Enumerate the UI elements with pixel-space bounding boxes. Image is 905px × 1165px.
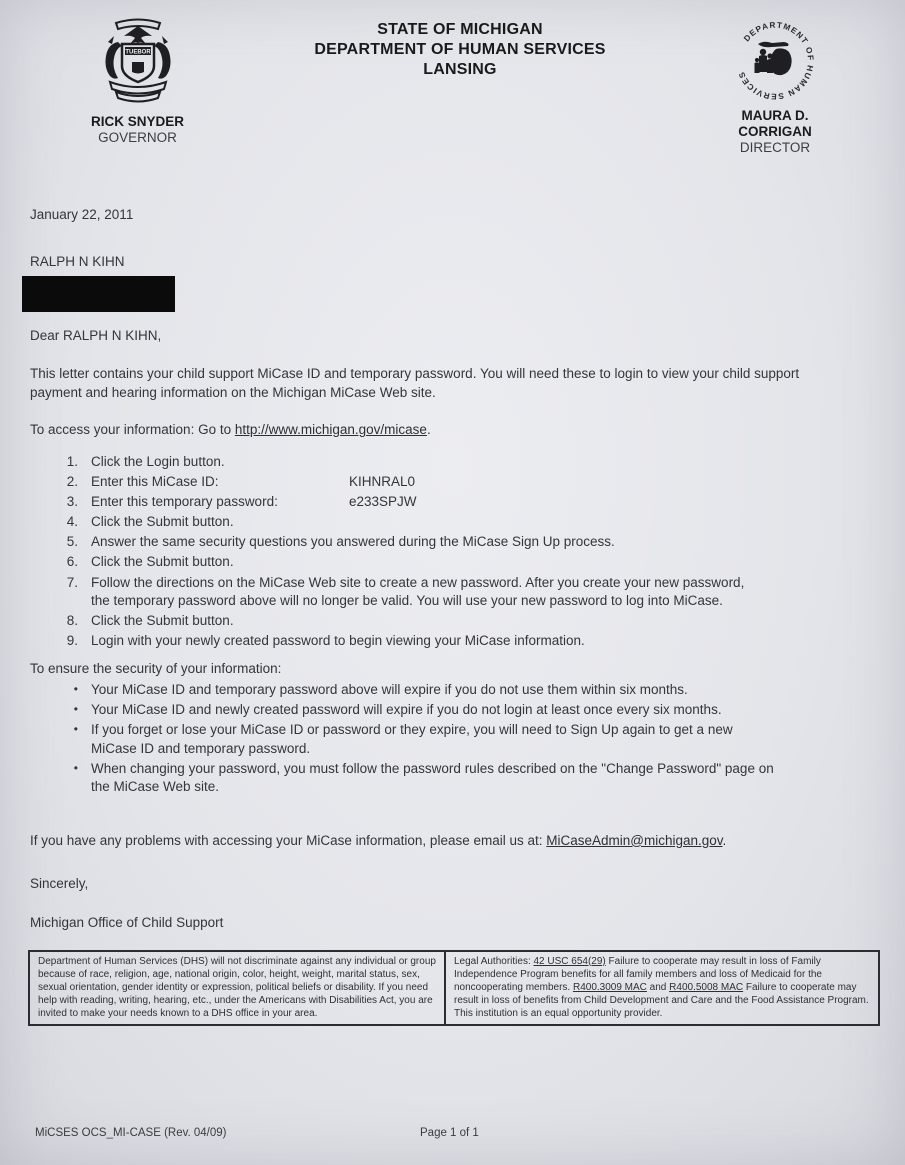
problems-contact-line bbox=[30, 832, 842, 851]
bullet-icon: • bbox=[73, 701, 78, 716]
letter-date: January 22, 2011 bbox=[30, 207, 134, 222]
bullet-icon: • bbox=[73, 760, 78, 775]
security-heading: To ensure the security of your information: bbox=[30, 661, 282, 676]
admin-email-link[interactable]: MiCaseAdmin@michigan.gov bbox=[546, 832, 723, 848]
director-block bbox=[675, 12, 875, 157]
micase-url-link[interactable]: http://www.michigan.gov/micase bbox=[234, 422, 427, 438]
access-instruction bbox=[30, 421, 842, 440]
problems-suffix: . bbox=[722, 832, 727, 848]
equal-opportunity-line: This institution is an equal opportunity provider. bbox=[454, 1007, 663, 1019]
legal-notice-box bbox=[28, 950, 880, 1026]
problems-prefix: If you have any problems with accessing your MiCase information, please email us at: bbox=[30, 832, 547, 848]
step-item: 8. Click the Submit button. bbox=[66, 613, 234, 629]
access-prefix: To access your information: Go to bbox=[30, 422, 235, 438]
step-item: 9. Login with your newly created password to begin viewing your MiCase information. bbox=[66, 633, 585, 649]
bullet-item: • If you forget or lose your MiCase ID or password or they expire, you will need to Sign Up again to get a new MiCase ID and temporary password. bbox=[30, 721, 875, 758]
bullet-item: • Your MiCase ID and newly created password will expire if you do not login at least once every six months. bbox=[30, 701, 875, 720]
usc-citation-link[interactable]: 42 USC 654(29) bbox=[533, 955, 606, 967]
legal-authorities-notice: Legal Authorities: 42 USC 654(29) Failure to cooperate may result in loss of Family Independence Program benefits for all family members and loss of Medicaid for the noncooperating members. R400.3009 MAC and R400.5008 MAC Failure to cooperate may result in loss of benefits from Child Development and Care and the Food Assistance Program. This institution is an equal opportunity provider. bbox=[454, 955, 869, 1019]
temporary-password-value: e233SPJW bbox=[349, 494, 417, 509]
step-item: 6. Click the Submit button. bbox=[66, 554, 234, 570]
access-suffix: . bbox=[426, 422, 431, 438]
nondiscrimination-notice: Department of Human Services (DHS) will not discriminate against any individual or group because of race, religion, age, national origin, color, height, weight, marital status, sex, sexual orientation, gender identity or expression, political beliefs or disability. If you need help with reading, writing, hearing, etc., under the Americans with Disabilities Act, you are invited to make your needs known to a DHS office in your area. bbox=[30, 952, 446, 1024]
step-item: 2. Enter this MiCase ID: KIHNRAL0 bbox=[30, 473, 875, 492]
step-item: 1. Click the Login button. bbox=[66, 453, 225, 469]
governor-title: GOVERNOR bbox=[98, 130, 177, 146]
dhs-circular-seal bbox=[732, 16, 818, 102]
director-name-line: MAURA D. bbox=[741, 108, 809, 123]
step-item: 5. Answer the same security questions you answered during the MiCase Sign Up process. bbox=[66, 534, 615, 550]
svg-text:TUEBOR: TUEBOR bbox=[124, 49, 151, 56]
security-bullets-list bbox=[30, 681, 875, 797]
governor-name: RICK SNYDER bbox=[90, 114, 184, 129]
intro-paragraph: This letter contains your child support MiCase ID and temporary password. You will need these to login to view your child support payment and hearing information on the Michigan MiCase Web site. bbox=[30, 365, 800, 400]
letterhead bbox=[30, 12, 875, 164]
salutation: Dear RALPH N KIHN, bbox=[30, 328, 162, 344]
svg-text:DEPARTMENT OF HUMAN SERVICES: DEPARTMENT OF HUMAN SERVICES bbox=[736, 20, 816, 101]
agency-title-line: STATE OF MICHIGAN bbox=[377, 21, 543, 38]
agency-title-line: LANSING bbox=[423, 61, 497, 78]
recipient-name: RALPH N KIHN bbox=[30, 253, 125, 269]
step-item: 3. Enter this temporary password: e233SPJW bbox=[30, 493, 875, 512]
bullet-item: • Your MiCase ID and temporary password above will expire if you do not use them within six months. bbox=[30, 681, 875, 700]
agency-title-block bbox=[245, 12, 675, 80]
michigan-coat-of-arms-seal bbox=[94, 14, 182, 108]
step-item: 7. Follow the directions on the MiCase Web site to create a new password. After you create your new password, the temporary password above will no longer be valid. You will use your new password to log into MiCase. bbox=[66, 574, 745, 609]
director-title: DIRECTOR bbox=[739, 140, 811, 156]
mac-citation-link[interactable]: R400.3009 MAC bbox=[572, 981, 647, 993]
redacted-address-block bbox=[22, 276, 175, 312]
login-steps-list bbox=[30, 453, 875, 651]
step-item: 4. Click the Submit button. bbox=[66, 514, 234, 530]
form-identifier: MiCSES OCS_MI-CASE (Rev. 04/09) bbox=[35, 1127, 227, 1139]
page-number: Page 1 of 1 bbox=[420, 1127, 479, 1139]
micase-id-value: KIHNRAL0 bbox=[349, 473, 416, 489]
closing: Sincerely, bbox=[30, 875, 89, 891]
bullet-icon: • bbox=[73, 721, 78, 736]
bullet-icon: • bbox=[73, 681, 78, 696]
signature-org: Michigan Office of Child Support bbox=[30, 915, 224, 931]
bullet-item: • When changing your password, you must follow the password rules described on the "Change Password" page on the MiCase Web site. bbox=[30, 760, 875, 797]
director-name-line: CORRIGAN bbox=[738, 124, 812, 140]
governor-block bbox=[30, 12, 245, 147]
agency-title-line: DEPARTMENT OF HUMAN SERVICES bbox=[314, 41, 606, 58]
mac-citation-link[interactable]: R400.5008 MAC bbox=[669, 981, 744, 993]
